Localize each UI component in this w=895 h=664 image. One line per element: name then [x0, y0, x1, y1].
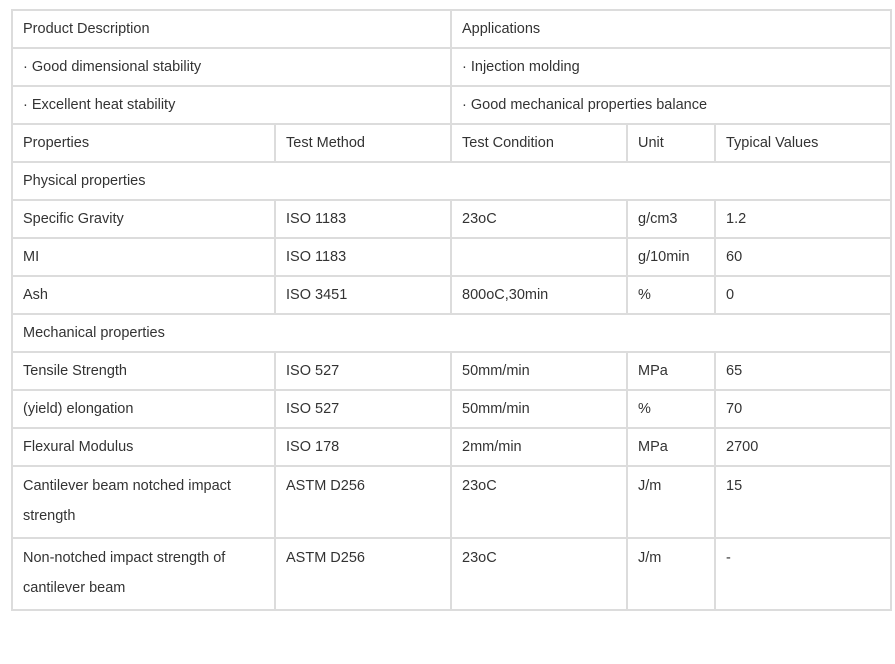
table-row [12, 390, 891, 428]
typical-value: 70 [715, 390, 891, 428]
typical-value: 0 [715, 276, 891, 314]
test-condition: 23oC [451, 538, 627, 610]
description-item: · Good dimensional stability [12, 48, 451, 86]
unit: J/m [627, 466, 715, 538]
test-condition: 50mm/min [451, 390, 627, 428]
product-description-header: Product Description [12, 10, 451, 48]
application-item: · Injection molding [451, 48, 891, 86]
test-condition: 800oC,30min [451, 276, 627, 314]
table-row [12, 200, 891, 238]
unit: MPa [627, 428, 715, 466]
column-header-row [12, 124, 891, 162]
unit: g/cm3 [627, 200, 715, 238]
test-condition: 23oC [451, 200, 627, 238]
test-condition [451, 238, 627, 276]
test-method: ISO 1183 [275, 200, 451, 238]
product-spec-table [11, 9, 892, 611]
table-row [12, 352, 891, 390]
test-method: ISO 527 [275, 352, 451, 390]
test-method: ASTM D256 [275, 466, 451, 538]
intro-header-row [12, 10, 891, 48]
typical-value: 15 [715, 466, 891, 538]
unit: g/10min [627, 238, 715, 276]
unit: % [627, 276, 715, 314]
applications-header: Applications [451, 10, 891, 48]
test-method: ISO 527 [275, 390, 451, 428]
property-name: MI [12, 238, 275, 276]
property-name: Flexural Modulus [12, 428, 275, 466]
property-name: Cantilever beam notched impact strength [12, 466, 275, 538]
column-header-properties: Properties [12, 124, 275, 162]
property-name: (yield) elongation [12, 390, 275, 428]
intro-row [12, 86, 891, 124]
column-header-test-condition: Test Condition [451, 124, 627, 162]
test-condition: 2mm/min [451, 428, 627, 466]
column-header-test-method: Test Method [275, 124, 451, 162]
test-method: ISO 178 [275, 428, 451, 466]
table-row [12, 276, 891, 314]
table-row [12, 428, 891, 466]
property-name: Tensile Strength [12, 352, 275, 390]
intro-row [12, 48, 891, 86]
table-row [12, 466, 891, 538]
table-row [12, 538, 891, 610]
test-condition: 23oC [451, 466, 627, 538]
typical-value: 2700 [715, 428, 891, 466]
typical-value: 65 [715, 352, 891, 390]
test-condition: 50mm/min [451, 352, 627, 390]
property-name: Ash [12, 276, 275, 314]
column-header-unit: Unit [627, 124, 715, 162]
unit: J/m [627, 538, 715, 610]
typical-value: 1.2 [715, 200, 891, 238]
application-item: · Good mechanical properties balance [451, 86, 891, 124]
test-method: ASTM D256 [275, 538, 451, 610]
typical-value: - [715, 538, 891, 610]
section-row [12, 314, 891, 352]
typical-value: 60 [715, 238, 891, 276]
section-row [12, 162, 891, 200]
property-name: Specific Gravity [12, 200, 275, 238]
unit: % [627, 390, 715, 428]
column-header-typical-values: Typical Values [715, 124, 891, 162]
section-title-physical: Physical properties [12, 162, 891, 200]
table-row [12, 238, 891, 276]
unit: MPa [627, 352, 715, 390]
test-method: ISO 1183 [275, 238, 451, 276]
description-item: · Excellent heat stability [12, 86, 451, 124]
test-method: ISO 3451 [275, 276, 451, 314]
section-title-mechanical: Mechanical properties [12, 314, 891, 352]
property-name: Non-notched impact strength of cantilever beam [12, 538, 275, 610]
